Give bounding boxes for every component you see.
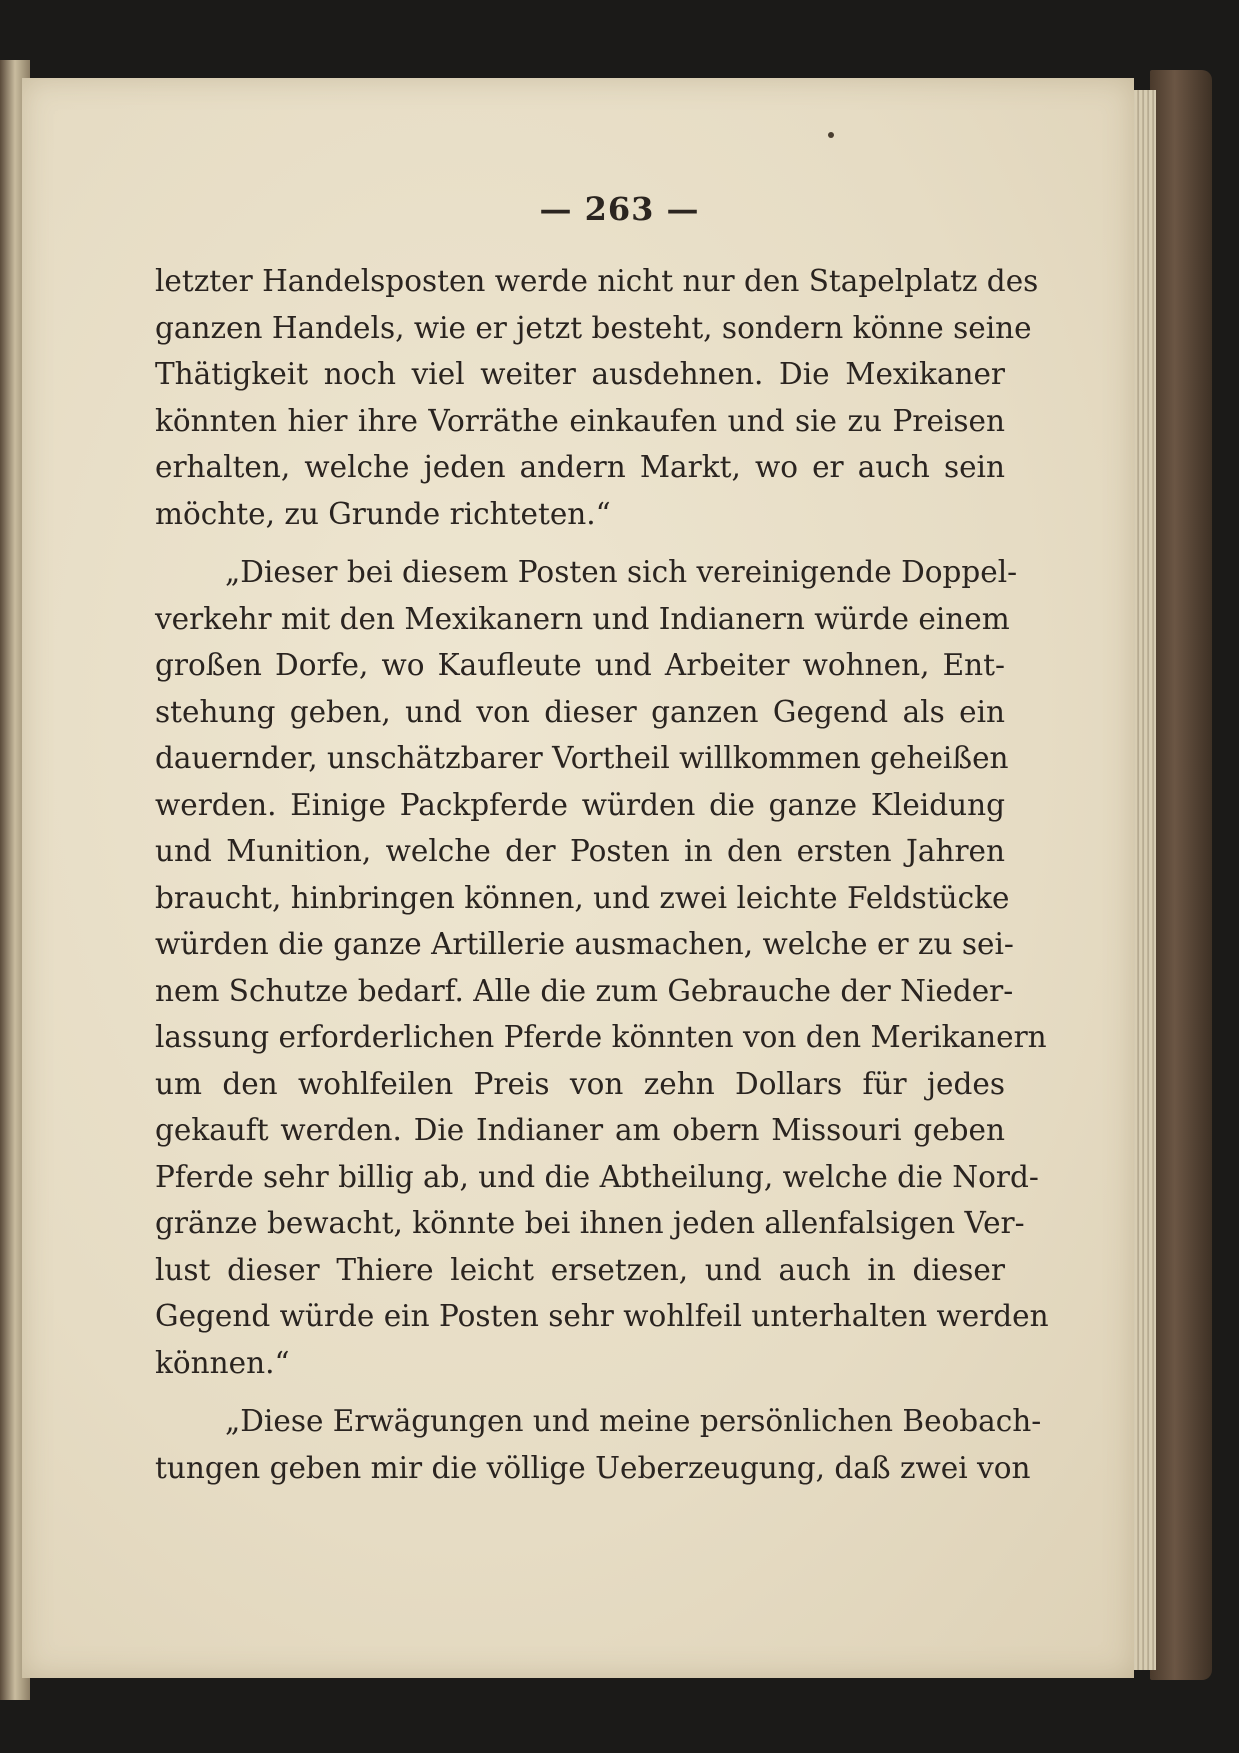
text-line: Pferde sehr billig ab, und die Abtheilung, welche die Nord-	[155, 1159, 1039, 1194]
text-line: und Munition, welche der Posten in den ersten Jahren	[155, 834, 1005, 868]
text-line: lust dieser Thiere leicht ersetzen, und auch in dieser	[155, 1252, 1005, 1287]
text-line: stehung geben, und von dieser ganzen Gegend als ein	[155, 694, 1005, 729]
text-line: „Dieser bei diesem Posten sich vereinigende Doppel-	[225, 555, 1018, 589]
paragraph-2	[155, 549, 1049, 1386]
body-text	[155, 258, 1049, 1491]
text-line: können.“	[155, 1345, 290, 1380]
text-line: könnten hier ihre Vorräthe einkaufen und sie zu Preisen	[155, 403, 1005, 438]
paragraph-3	[155, 1398, 1042, 1491]
text-line: verkehr mit den Mexikanern und Indianern würde einem	[155, 601, 1010, 636]
text-line: dauernder, unschätzbarer Vortheil willkommen geheißen	[155, 741, 1009, 775]
text-line: Gegend würde ein Posten sehr wohlfeil unterhalten werden	[155, 1299, 1049, 1333]
text-line: werden. Einige Packpferde würden die ganze Kleidung	[155, 787, 1005, 822]
book-cover-edge	[1150, 70, 1212, 1680]
text-line: „Diese Erwägungen und meine persönlichen Beobach-	[225, 1404, 1042, 1438]
text-line: ganzen Handels, wie er jetzt besteht, sondern könne seine	[155, 310, 1032, 345]
text-line: Thätigkeit noch viel weiter ausdehnen. Die Mexikaner	[155, 357, 1005, 391]
text-line: braucht, hinbringen können, und zwei leichte Feldstücke	[155, 880, 1010, 915]
text-line: nem Schutze bedarf. Alle die zum Gebrauche der Nieder-	[155, 973, 1014, 1008]
text-line: möchte, zu Grunde richteten.“	[155, 496, 611, 531]
page-number: — 263 —	[539, 190, 700, 228]
paragraph-1	[155, 258, 1039, 537]
text-line: würden die ganze Artillerie ausmachen, welche er zu sei-	[155, 927, 1014, 961]
text-line: erhalten, welche jeden andern Markt, wo er auch sein	[155, 450, 1005, 484]
text-line: tungen geben mir die völlige Ueberzeugung, daß zwei von	[155, 1450, 1031, 1485]
text-line: letzter Handelsposten werde nicht nur den Stapelplatz des	[155, 264, 1039, 298]
text-line: gränze bewacht, könnte bei ihnen jeden allenfalsigen Ver-	[155, 1206, 1025, 1240]
text-line: lassung erforderlichen Pferde könnten von den Merikanern	[155, 1020, 1047, 1054]
ink-speck	[828, 132, 834, 138]
text-line: großen Dorfe, wo Kaufleute und Arbeiter wohnen, Ent-	[155, 648, 1005, 682]
text-line: um den wohlfeilen Preis von zehn Dollars für jedes	[155, 1066, 1005, 1101]
text-line: gekauft werden. Die Indianer am obern Missouri geben	[155, 1113, 1005, 1147]
